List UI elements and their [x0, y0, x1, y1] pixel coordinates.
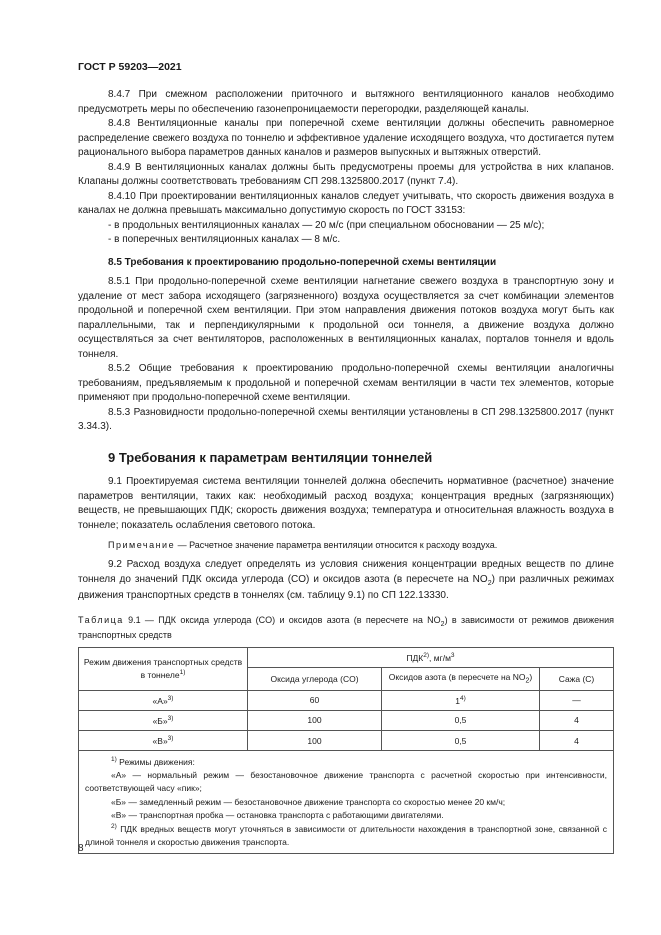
- cell-mode: [79, 731, 248, 751]
- cell-mode-sup: 3): [167, 735, 174, 743]
- table-row: [79, 711, 614, 731]
- paragraph-9-2: [78, 558, 614, 603]
- list-item: - в продольных вентиляционных каналах — 20 м/с (при специальном обосновании — 25 м/с);: [108, 219, 545, 231]
- footnote-mode-v: «В» — транспортная пробка — остановка транспорта с работающими двигателями.: [111, 809, 444, 820]
- paragraph-9-2-text-a: 9.2 Расход воздуха следует определять из условия снижения концентрации вредных веществ по длине тоннеля до значений ПДК оксида углерода (CO) и оксидов азота (в пересчете на NO: [78, 559, 614, 585]
- cell-mode-text: «В»: [152, 735, 168, 746]
- footnote-1-text: Режимы движения:: [116, 757, 195, 768]
- paragraph-8-4-10: 8.4.10 При проектировании вентиляционных каналов следует учитывать, что скорость движения воздуха в каналах не должна превышать максимально допустимую скорость по ГОСТ 33153:: [78, 190, 614, 216]
- note-text: — Расчетное значение параметра вентиляции относится к расходу воздуха.: [175, 540, 498, 551]
- table-caption-subscript: 2: [440, 620, 445, 628]
- cell-no: [382, 690, 540, 710]
- footnote-2: [85, 822, 607, 849]
- page-number: 8: [78, 843, 84, 854]
- table-caption: [78, 614, 614, 641]
- footnote-2-text: ПДК вредных веществ могут уточняться в зависимости от длительности нахождения в транспортной зоне, связанной с длиной тоннеля и скоростью движения транспорта.: [85, 823, 607, 847]
- cell-soot: 4: [540, 711, 614, 731]
- paragraph-8-5-3: 8.5.3 Разновидности продольно-поперечной схемы вентиляции установлены в СП 298.1325800.2017 (пункт 3.34.3).: [78, 406, 614, 432]
- note: [78, 539, 614, 552]
- paragraph-8-4-9: 8.4.9 В вентиляционных каналах должны быть предусмотрены проемы для устройства в них клапанов. Клапаны должны соответствовать требованиям СП 298.1325800.2017 (пункт 7.4).: [78, 161, 614, 187]
- cell-mode: [79, 711, 248, 731]
- paragraph-9-2-subscript: 2: [487, 579, 492, 587]
- pdk-table: [78, 647, 614, 854]
- paragraph-8-4-8: 8.4.8 Вентиляционные каналы при поперечной схеме вентиляции должны обеспечить равномерное распределение свежего воздуха по тоннелю и эффективное удаление исходящего воздуха, что достигается путем рационального выбора параметров данных каналов и размеров выпускных и вытяжных отверстий.: [78, 118, 614, 158]
- header-mode-text: Режим движения транспортных средств в тоннеле: [83, 657, 243, 681]
- header-no-text: Оксидов азота (в пересчете на NO: [388, 672, 526, 683]
- cell-co: 100: [248, 711, 382, 731]
- cell-mode-sup: 3): [167, 694, 174, 702]
- cell-soot: —: [540, 690, 614, 710]
- table-header-row: [79, 647, 614, 667]
- section-heading-9: 9 Требования к параметрам вентиляции тоннелей: [108, 449, 433, 465]
- footnote-1-mark: 1): [111, 756, 117, 764]
- document-body: [78, 88, 614, 854]
- header-no-sub: 2: [525, 677, 530, 685]
- table-row: [79, 731, 614, 751]
- cell-mode: [79, 690, 248, 710]
- cell-co: 60: [248, 690, 382, 710]
- header-mode-sup: 1): [179, 669, 186, 677]
- cell-no-text: 1: [455, 695, 460, 706]
- footnote-mode-a: «А» — нормальный режим — безостановочное движение транспорта с расчетной скоростью при интенсивности, соответствующей часу «пик»;: [85, 770, 607, 794]
- header-pdk-unit: , мг/м: [429, 652, 451, 663]
- paragraph-8-5-1: 8.5.1 При продольно-поперечной схеме вентиляции нагнетание свежего воздуха в транспортную зону и удаление от мест забора исходящего (загрязненного) воздуха осуществляется за счет комбинации элементов продольной и поперечной схем вентиляции. При этом направления движения потоков воздуха могут быть как параллельными, так и перпендикулярными к продольной оси тоннеля, а движение воздуха должно осуществляться за счет вентиляторов, расположенных в вентиляционных каналах, порталов тоннеля и вдоль тоннеля.: [78, 276, 614, 360]
- cell-soot: 4: [540, 731, 614, 751]
- cell-mode-text: «Б»: [152, 715, 168, 726]
- document-header: ГОСТ Р 59203—2021: [78, 61, 182, 73]
- cell-mode-sup: 3): [167, 715, 174, 723]
- paragraph-9-1: 9.1 Проектируемая система вентиляции тоннелей должна обеспечить нормативное (расчетное) значение параметров вентиляции, таких как: необходимый расход воздуха; концентрация вредных (загрязняющих) веществ, не превышающих ПДК; скорость движения воздуха; температура и относительная влажность воздуха в тоннеле; показатель ослабления светового потока.: [78, 476, 614, 531]
- cell-co: 100: [248, 731, 382, 751]
- header-pdk-text: ПДК: [406, 652, 424, 663]
- note-label: Примечание: [108, 540, 176, 551]
- header-pdk: [248, 647, 614, 667]
- footnote-1: [85, 755, 607, 769]
- header-no-close: ): [529, 672, 533, 683]
- paragraph-8-4-7: 8.4.7 При смежном расположении приточного и вытяжного вентиляционного каналов необходимо предусмотреть меры по обеспечению газонепроницаемости перегородки, разделяющей каналы.: [78, 89, 614, 115]
- table-caption-text-a: 9.1 — ПДК оксида углерода (CO) и оксидов азота (в пересчете на NO: [123, 614, 441, 625]
- table-footnotes: [79, 751, 614, 854]
- cell-no: 0,5: [382, 731, 540, 751]
- paragraph-8-5-2: 8.5.2 Общие требования к проектированию продольно-поперечной схемы вентиляции аналогичны требованиям, предъявляемым к продольной и поперечной схемам вентиляции в части тех элементов, которые применяют при продольно-поперечной схеме вентиляции.: [78, 363, 614, 403]
- paragraph-9-2-text-b: ) при различных режимах движения транспортных средств в тоннелях (см. таблицу 9.1) по СП 122.13330.: [78, 573, 614, 602]
- table-footnotes-row: [79, 751, 614, 854]
- header-no: [382, 668, 540, 691]
- table-row: [79, 690, 614, 710]
- table-caption-text-b: ) в зависимости от режимов движения транспортных средств: [78, 614, 614, 640]
- cell-mode-text: «А»: [152, 695, 168, 706]
- footnote-2-mark: 2): [111, 822, 117, 830]
- subsection-heading-8-5: 8.5 Требования к проектированию продольно-поперечной схемы вентиляции: [108, 256, 497, 268]
- header-pdk-sup: 2): [423, 651, 430, 659]
- header-co: Оксида углерода (CO): [248, 668, 382, 691]
- header-soot: Сажа (С): [540, 668, 614, 691]
- cell-no-sup: 4): [459, 694, 466, 702]
- table-label: Таблица: [78, 614, 124, 625]
- header-pdk-unit-sup: 3: [450, 651, 455, 659]
- footnote-mode-b: «Б» — замедленный режим — безостановочное движение транспорта со скоростью менее 20 км/ч;: [111, 796, 506, 807]
- header-mode: [79, 647, 248, 690]
- cell-no: 0,5: [382, 711, 540, 731]
- list-item: - в поперечных вентиляционных каналах — 8 м/с.: [108, 234, 341, 245]
